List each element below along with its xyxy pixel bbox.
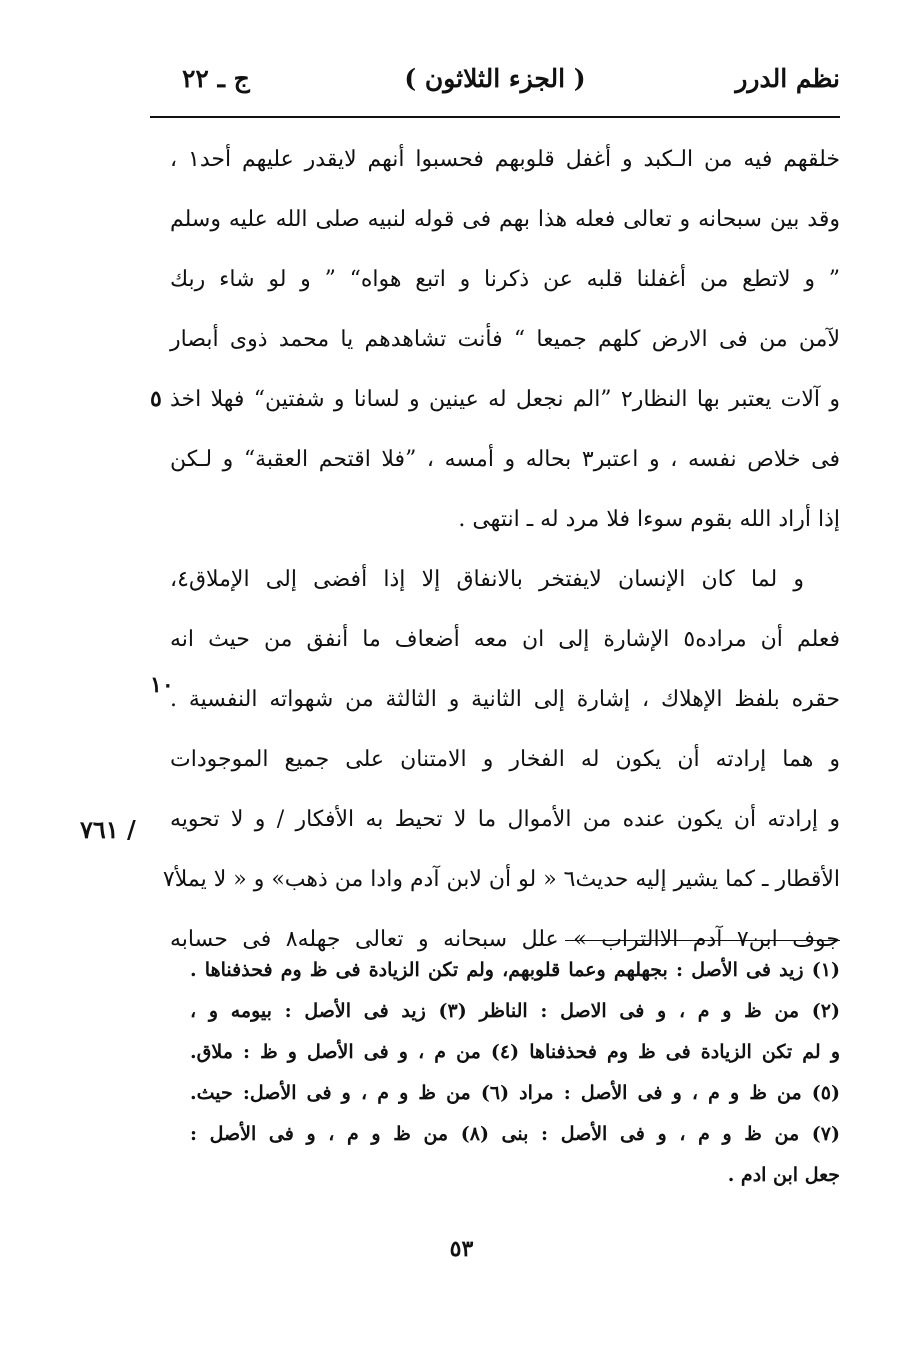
text-line: و لما كان الإنسان لايفتخر بالانفاق إلا إذا أفضى إلى الإملاق٤، <box>170 567 804 592</box>
line-marker-five: ٥ <box>150 386 162 412</box>
text-line: الأقطار ـ كما يشير إليه حديث٦ « لو أن لابن آدم وادا من ذهب» و « لا يملأ٧ <box>162 867 840 892</box>
footnotes <box>190 950 840 1196</box>
text-line: خلقهم فيه من الـكبد و أغفل قلوبهم فحسبوا أنهم لايقدر عليهم أحد١ ، <box>170 147 841 172</box>
text-line: و إرادته أن يكون عنده من الأموال ما لا تحيط به الأفكار / و لا تحويه <box>170 807 840 832</box>
footnote-line: جعل ابن ادم . <box>727 1164 840 1186</box>
text-line: ” و لاتطع من أغفلنا قلبه عن ذكرنا و اتبع هواه“ ” و لو شاء ربك <box>170 267 840 292</box>
text-line: و آلات يعتبر بها النظار٢ ”الم نجعل له عينين و لسانا و شفتين“ فهلا اخذ <box>170 387 840 412</box>
text-line: جوف ابن٧ آدم الاالتراب » علل سبحانه و تعالى جهله٨ فى حسابه <box>170 927 840 952</box>
footnote-line: (٧) من ظ و م ، و فى الأصل : بنى (٨) من ظ و م ، و فى الأصل : <box>190 1123 840 1145</box>
running-header <box>150 60 840 110</box>
footnote-rule <box>565 940 840 941</box>
footnote-line: (٥) من ظ و م ، و فى الأصل : مراد (٦) من ظ و م ، و فى الأصل: حيث. <box>190 1082 840 1104</box>
book-title: نظم الدرر <box>735 64 840 93</box>
text-line: فعلم أن مراده٥ الإشارة إلى ان معه أضعاف ما أنفق من حيث انه <box>170 627 840 652</box>
part-title: ( الجزء الثلاثون ) <box>404 64 586 93</box>
line-marker-ten: ١٠ <box>150 672 174 698</box>
footnote-line: و لم تكن الزيادة فى ظ وم فحذفناها (٤) من م ، و فى الأصل و ظ : ملاق. <box>190 1041 840 1063</box>
text-line: وقد بين سبحانه و تعالى فعله هذا بهم فى قوله لنبيه صلى الله عليه وسلم <box>170 207 840 232</box>
text-line: فى خلاص نفسه ، و اعتبر٣ بحاله و أمسه ، ”فلا اقتحم العقبة“ و لـكن <box>170 447 840 472</box>
volume-label: ج ـ ٢٢ <box>182 64 250 93</box>
footnote-line: (١) زيد فى الأصل : بجهلهم وعما قلوبهم، ولم تكن الزيادة فى ظ وم فحذفناها . <box>190 959 840 981</box>
header-rule <box>150 116 840 118</box>
page-number: ٥٣ <box>449 1236 474 1262</box>
footnote-line: (٢) من ظ و م ، و فى الاصل : الناظر (٣) زيد فى الأصل : بيومه و ، <box>190 1000 841 1022</box>
text-line: حقره بلفظ الإهلاك ، إشارة إلى الثانية و الثالثة من شهواته النفسية . <box>170 687 840 712</box>
margin-page-reference: ٧٦١ / <box>80 815 136 844</box>
text-line: إذا أراد الله بقوم سوءا فلا مرد له ـ انتهى . <box>458 507 840 532</box>
text-line: و هما إرادته أن يكون له الفخار و الامتنان على جميع الموجودات <box>170 747 840 772</box>
text-line: لآمن من فى الارض كلهم جميعا “ فأنت تشاهدهم يا محمد ذوى أبصار <box>170 327 840 352</box>
